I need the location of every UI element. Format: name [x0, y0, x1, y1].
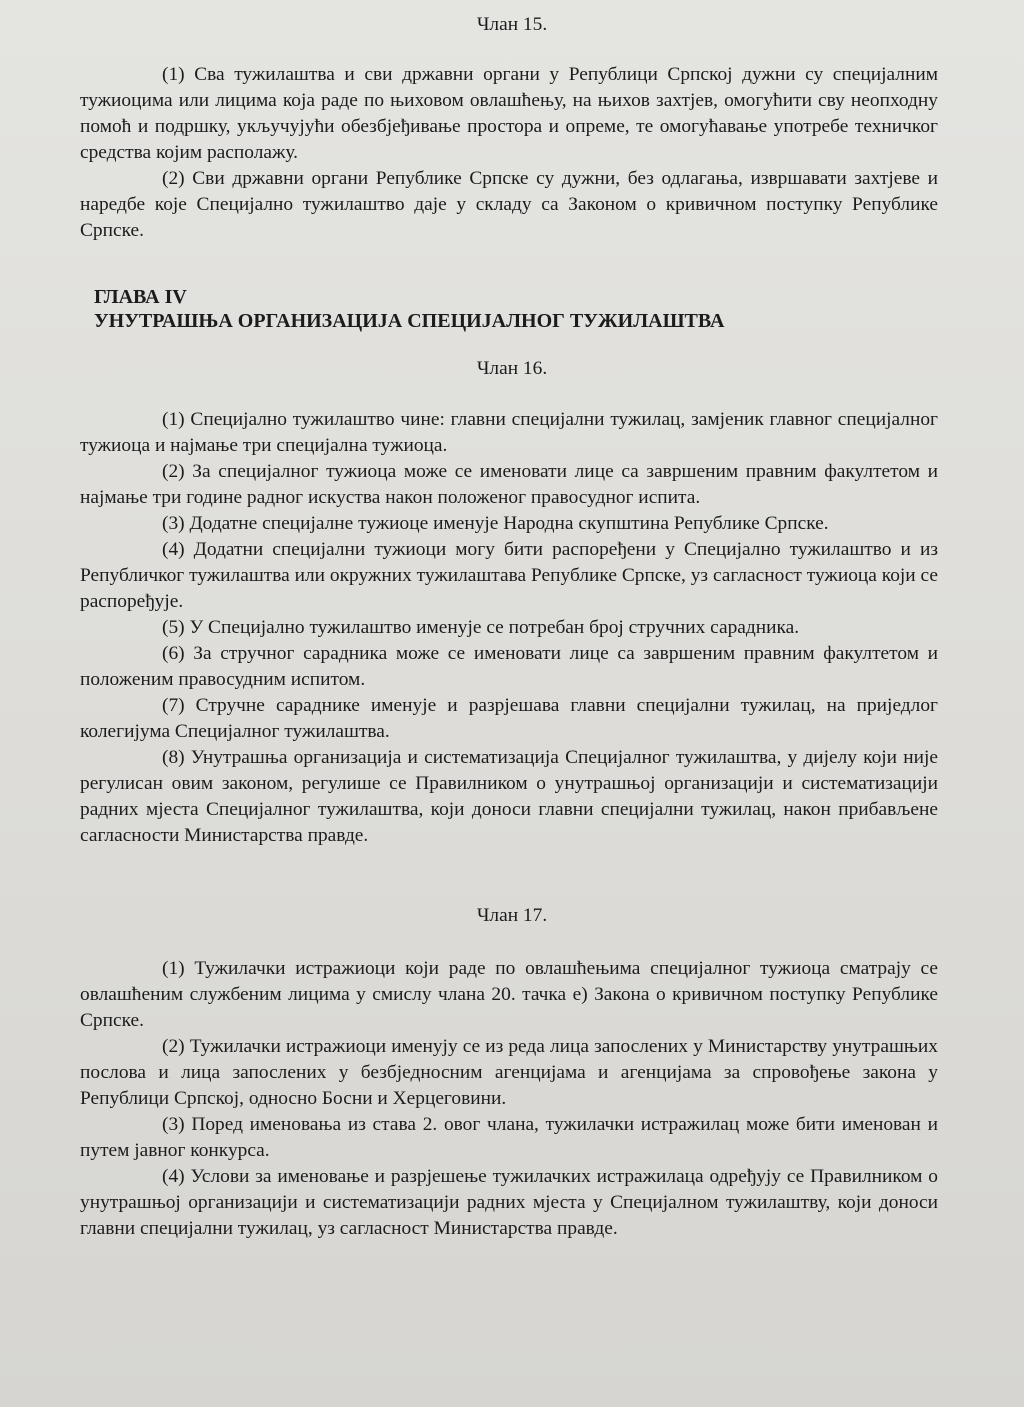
- article-16-paragraph-5: (5) У Специјално тужилаштво именује се потребан број стручних сарадника.: [162, 617, 800, 638]
- article-17-body: [80, 956, 938, 1242]
- article-17-paragraph-1: (1) Тужилачки истражиоци који раде по овлашћењима специјалног тужиоца сматрају се овлашћеним службеним лицима у смислу члана 20. тачка е) Закона о кривичном поступку Републике Српске.: [80, 958, 938, 1031]
- article-16-title: Члан 16.: [476, 358, 548, 379]
- article-15-paragraph-1: (1) Сва тужилаштва и сви државни органи у Републици Српској дужни су специјалним тужиоцима или лицима која раде по њиховом овлашћењу, на њихов захтјев, омогућити сву неопходну помоћ и подршку, укључујући обезбјеђивање простора и опреме, те омогућавање употребе техничког средства којим располажу.: [80, 64, 938, 163]
- article-17-paragraph-4: (4) Услови за именовање и разрјешење тужилачких истражилаца одређују се Правилником о унутрашњој организацији и систематизацији радних мјеста у Специјалном тужилаштву, који доноси главни специјални тужилац, уз сагласност Министарства правде.: [80, 1166, 938, 1239]
- article-17-title: Члан 17.: [476, 905, 548, 926]
- article-16-body: [80, 407, 938, 849]
- article-16-paragraph-6: (6) За стручног сарадника може се именовати лице са завршеним правним факултетом и положеним правосудним испитом.: [80, 643, 938, 690]
- chapter-number: ГЛАВА IV: [94, 286, 187, 308]
- article-17-paragraph-3: (3) Поред именовања из става 2. овог члана, тужилачки истражилац може бити именован и путем јавног конкурса.: [80, 1114, 938, 1161]
- article-16-paragraph-7: (7) Стручне сараднике именује и разрјешава главни специјални тужилац, на приједлог колегијума Специјалног тужилаштва.: [80, 695, 938, 742]
- chapter-title: УНУТРАШЊА ОРГАНИЗАЦИЈА СПЕЦИЈАЛНОГ ТУЖИЛАШТВА: [94, 310, 725, 332]
- article-16-paragraph-2: (2) За специјалног тужиоца може се именовати лице са завршеним правним факултетом и најмање три године радног искуства након положеног правосудног испита.: [80, 461, 938, 508]
- article-16-paragraph-1: (1) Специјално тужилаштво чине: главни специјални тужилац, замјеник главног специјалног тужиоца и најмање три специјална тужиоца.: [80, 409, 938, 456]
- article-15-title: Члан 15.: [476, 14, 548, 35]
- article-16-paragraph-8: (8) Унутрашња организација и систематизација Специјалног тужилаштва, у дијелу који није регулисан овим законом, регулише се Правилником о унутрашњој организацији и систематизацији радних мјеста Специјалног тужилаштва, који доноси главни специјални тужилац, након прибављене сагласности Министарства правде.: [80, 747, 938, 846]
- article-17-paragraph-2: (2) Тужилачки истражиоци именују се из реда лица запослених у Министарству унутрашњих послова и лица запослених у безбједносним агенцијама и агенцијама за спровођење закона у Републици Српској, односно Босни и Херцеговини.: [80, 1036, 938, 1109]
- article-16-paragraph-4: (4) Додатни специјални тужиоци могу бити распоређени у Специјално тужилаштво и из Републичког тужилаштва или окружних тужилаштава Републике Српске, уз сагласност тужиоца који се распоређује.: [80, 539, 938, 612]
- article-15-body: [80, 62, 938, 244]
- article-16-paragraph-3: (3) Додатне специјалне тужиоце именује Народна скупштина Републике Српске.: [162, 513, 829, 534]
- article-15-paragraph-2: (2) Сви државни органи Републике Српске су дужни, без одлагања, извршавати захтјеве и наредбе које Специјално тужилаштво даје у складу са Законом о кривичном поступку Републике Српске.: [80, 168, 938, 241]
